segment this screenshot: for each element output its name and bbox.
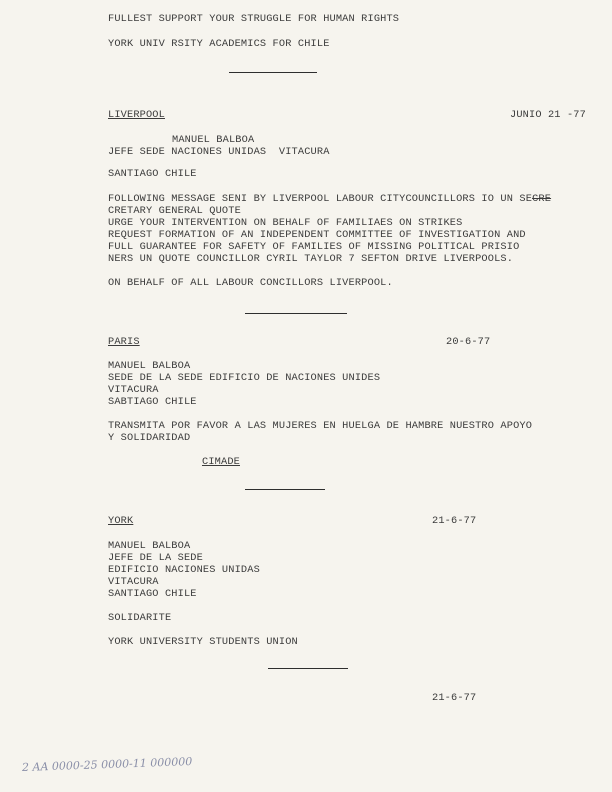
handwritten-reference: 2 AA 0000-25 0000-11 000000 <box>21 755 193 774</box>
paris-addr-2: SEDE DE LA SEDE EDIFICIO DE NACIONES UNIDES <box>108 372 381 384</box>
york-addr-3: EDIFICIO NACIONES UNIDAS <box>108 564 260 576</box>
header-line-2: YORK UNIV RSITY ACADEMICS FOR CHILE <box>108 38 330 50</box>
liverpool-body-1-text: FOLLOWING MESSAGE SENI BY LIVERPOOL LABOUR CITYCOUNCILLORS IO UN SE <box>108 193 533 205</box>
york-signature: YORK UNIVERSITY STUDENTS UNION <box>108 636 298 648</box>
liverpool-closing: ON BEHALF OF ALL LABOUR CONCILLORS LIVERPOOL. <box>108 277 393 289</box>
paris-body-2: Y SOLIDARIDAD <box>108 432 191 444</box>
liverpool-body-2: CRETARY GENERAL QUOTE <box>108 205 241 217</box>
liverpool-addr-2: JEFE SEDE NACIONES UNIDAS VITACURA <box>108 146 330 158</box>
york-addr-2: JEFE DE LA SEDE <box>108 552 203 564</box>
liverpool-city: LIVERPOOL <box>108 109 165 121</box>
liverpool-date: JUNIO 21 -77 <box>510 109 586 121</box>
york-addr-4: VITACURA <box>108 576 159 588</box>
paris-addr-1: MANUEL BALBOA <box>108 360 191 372</box>
liverpool-body-4: REQUEST FORMATION OF AN INDEPENDENT COMMITTEE OF INVESTIGATION AND <box>108 229 526 241</box>
york-city: YORK <box>108 515 134 527</box>
paris-addr-3: VITACURA <box>108 384 159 396</box>
footer-date: 21-6-77 <box>432 692 477 704</box>
liverpool-body-3: URGE YOUR INTERVENTION ON BEHALF OF FAMILIAES ON STRIKES <box>108 217 463 229</box>
paris-signature: CIMADE <box>202 456 240 468</box>
york-body: SOLIDARITE <box>108 612 172 624</box>
divider-2 <box>245 313 347 314</box>
liverpool-body-1 <box>108 193 551 205</box>
york-addr-5: SANTIAGO CHILE <box>108 588 197 600</box>
liverpool-body-6: NERS UN QUOTE COUNCILLOR CYRIL TAYLOR 7 SEFTON DRIVE LIVERPOOLS. <box>108 253 514 265</box>
divider-1 <box>229 72 317 73</box>
york-addr-1: MANUEL BALBOA <box>108 540 191 552</box>
york-date: 21-6-77 <box>432 515 477 527</box>
liverpool-body-1-strikeout: CRE <box>532 193 552 205</box>
paris-city: PARIS <box>108 336 140 348</box>
liverpool-addr-1: MANUEL BALBOA <box>172 134 255 146</box>
liverpool-body-5: FULL GUARANTEE FOR SAFETY OF FAMILIES OF MISSING POLITICAL PRISIO <box>108 241 520 253</box>
paris-addr-4: SABTIAGO CHILE <box>108 396 197 408</box>
divider-3 <box>245 489 325 490</box>
divider-4 <box>268 668 348 669</box>
liverpool-addr-3: SANTIAGO CHILE <box>108 168 197 180</box>
paris-body-1: TRANSMITA POR FAVOR A LAS MUJERES EN HUELGA DE HAMBRE NUESTRO APOYO <box>108 420 533 432</box>
paris-date: 20-6-77 <box>446 336 491 348</box>
header-line-1: FULLEST SUPPORT YOUR STRUGGLE FOR HUMAN RIGHTS <box>108 13 400 25</box>
